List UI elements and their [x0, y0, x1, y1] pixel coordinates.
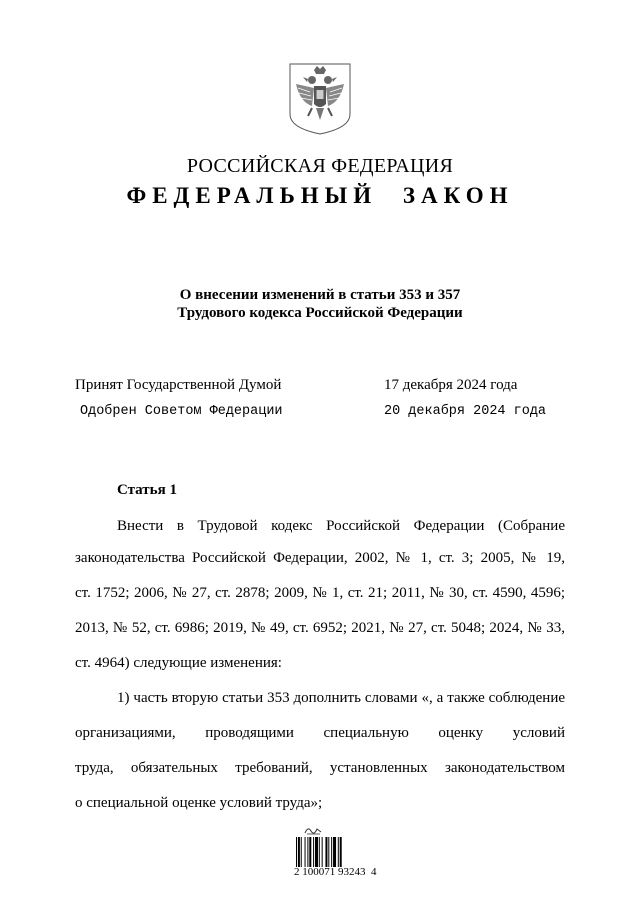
barcode-bar [298, 837, 300, 867]
country-name: РОССИЙСКАЯ ФЕДЕРАЦИЯ [186, 155, 454, 177]
barcode-bar [309, 837, 311, 867]
amendment-1-line-3: труда, обязательных требований, установленных законодательством [75, 760, 565, 776]
registry-mark-icon [304, 825, 322, 835]
law-title-line-1: О внесении изменений в статьи 353 и 357 [179, 287, 461, 303]
barcode-bar [301, 837, 302, 867]
council-approval-label: Одобрен Советом Федерации [80, 404, 283, 419]
barcode-bar [338, 837, 339, 867]
barcode-bar [313, 837, 314, 867]
duma-adoption-date: 17 декабря 2024 года [384, 377, 518, 393]
barcode-bar [328, 837, 329, 867]
coat-of-arms-emblem [288, 62, 352, 136]
law-title-line-2: Трудового кодекса Российской Федерации [177, 305, 463, 321]
council-approval-date: 20 декабря 2024 года [384, 404, 547, 419]
barcode-bar [331, 837, 332, 867]
barcode-bar [305, 837, 306, 867]
article-1-heading: Статья 1 [117, 482, 177, 498]
amendment-1-line-4: о специальной оценке условий труда»; [75, 795, 323, 811]
document-barcode [294, 825, 377, 883]
article-1-line-5: ст. 4964) следующие изменения: [75, 655, 282, 671]
amendment-1-line-1: 1) часть вторую статьи 353 дополнить словами «, а также соблюдение [117, 690, 565, 706]
duma-adoption-label: Принят Государственной Думой [75, 377, 282, 393]
barcode-bar [333, 837, 336, 867]
article-1-line-4: 2013, № 52, ст. 6986; 2019, № 49, ст. 6952; 2021, № 27, ст. 5048; 2024, № 33, [75, 620, 565, 636]
law-title [0, 286, 640, 322]
barcode-bar [296, 837, 297, 867]
article-1-line-3: ст. 1752; 2006, № 27, ст. 2878; 2009, № 1, ст. 21; 2011, № 30, ст. 4590, 4596; [75, 585, 565, 601]
article-1-line-2: законодательства Российской Федерации, 2002, № 1, ст. 3; 2005, № 19, [75, 550, 565, 566]
barcode-bar [315, 837, 318, 867]
barcode-bar [325, 837, 327, 867]
article-1-line-1: Внести в Трудовой кодекс Российской Федерации (Собрание [117, 518, 565, 534]
barcode-bars [296, 837, 368, 867]
barcode-number: 2 100071 93243 4 [294, 866, 377, 878]
barcode-bar [322, 837, 323, 867]
amendment-1-line-2: организациями, проводящими специальную оценку условий [75, 725, 565, 741]
barcode-bar [307, 837, 308, 867]
document-type: ФЕДЕРАЛЬНЫЙ ЗАКОН [126, 183, 514, 208]
barcode-bar [340, 837, 342, 867]
barcode-bar [319, 837, 320, 867]
